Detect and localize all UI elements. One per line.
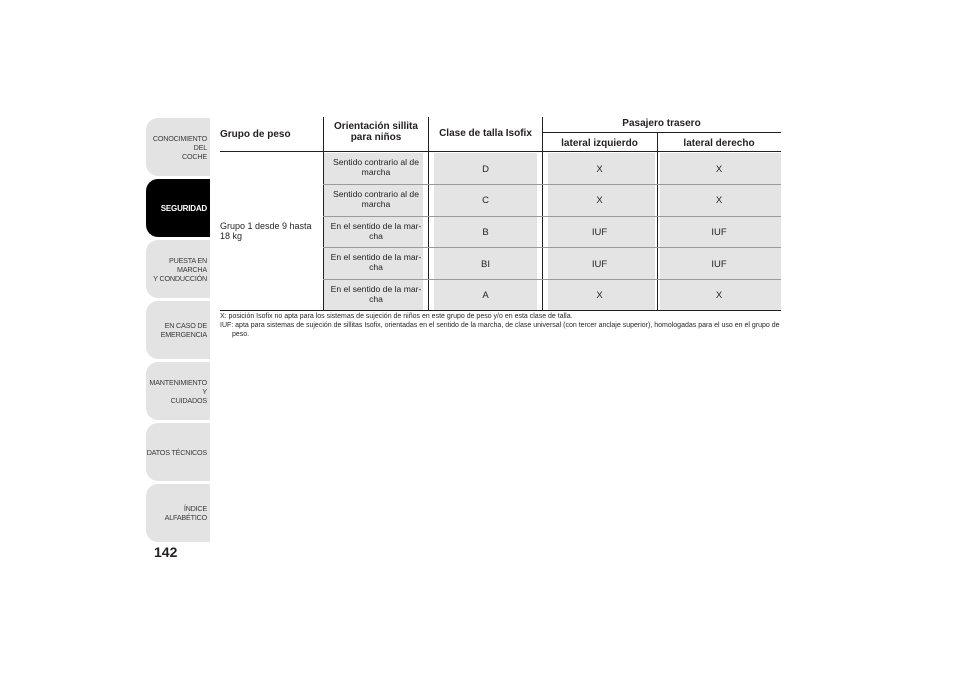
tab-en-caso-de-emergencia[interactable]: EN CASO DE EMERGENCIA xyxy=(146,301,210,359)
left-seat-cell: X xyxy=(596,195,603,206)
orientation-cell: En el sentido de la mar- cha xyxy=(330,284,422,304)
class-cell: BI xyxy=(481,259,490,270)
left-seat-cell: IUF xyxy=(591,259,608,270)
tab-conocimiento-del-coche[interactable]: CONOCIMIENTO DEL COCHE xyxy=(146,118,210,176)
class-cell: C xyxy=(482,195,489,206)
row-separator xyxy=(323,184,781,185)
right-seat-cell: X xyxy=(715,195,723,206)
row-separator xyxy=(323,216,781,217)
vline-1 xyxy=(323,117,324,311)
orientation-cell: Sentido contrario al de marcha xyxy=(333,189,419,209)
tab-indice-alfabetico[interactable]: ÍNDICE ALFABÉTICO xyxy=(146,484,210,542)
group-label: Grupo 1 desde 9 hasta 18 kg xyxy=(220,221,312,241)
tab-seguridad[interactable]: SEGURIDAD xyxy=(146,179,210,237)
hline-pasajero xyxy=(542,132,781,133)
hline-bottom xyxy=(220,310,781,311)
tab-mantenimiento[interactable]: MANTENIMIENTO Y CUIDADOS xyxy=(146,362,210,420)
right-seat-cell: IUF xyxy=(711,259,727,270)
right-seat-cell: X xyxy=(715,164,723,175)
note-x: X: posición Isofix no apta para los sistemas de sujeción de niños en este grupo de peso y/o en esta clase de talla. xyxy=(220,313,573,320)
table-notes xyxy=(220,312,785,339)
class-cell: B xyxy=(482,227,489,238)
vline-4 xyxy=(657,133,658,311)
orientation-cell: En el sentido de la mar- cha xyxy=(330,221,422,241)
vline-2 xyxy=(428,117,429,311)
left-seat-cell: X xyxy=(596,290,603,301)
class-cell: D xyxy=(482,164,489,175)
note-iuf: IUF: apta para sistemas de sujeción de sillitas Isofix, orientadas en el sentido de la marcha, de clase universal (con tercer anclaje superior), homologadas para el uso en el grupo de peso. xyxy=(220,322,780,338)
class-cell: A xyxy=(482,290,489,301)
left-seat-cell: X xyxy=(596,164,603,175)
tab-puesta-en-marcha[interactable]: PUESTA EN MARCHA Y CONDUCCIÓN xyxy=(146,240,210,298)
right-seat-cell: X xyxy=(715,290,723,301)
orientation-cell: En el sentido de la mar- cha xyxy=(330,252,422,272)
header-pasajero-trasero: Pasajero trasero xyxy=(622,118,701,129)
header-lateral-derecho: lateral derecho xyxy=(683,138,755,149)
header-lateral-izquierdo: lateral izquierdo xyxy=(561,138,638,149)
row-separator xyxy=(323,279,781,280)
header-clase-isofix: Clase de talla Isofix xyxy=(439,128,532,139)
tab-datos-tecnicos[interactable]: DATOS TÉCNICOS xyxy=(146,423,210,481)
header-grupo-de-peso: Grupo de peso xyxy=(220,129,291,140)
row-separator xyxy=(323,247,781,248)
header-orientacion: Orientación sillita para niños xyxy=(334,121,418,143)
hline-header xyxy=(220,151,781,152)
left-seat-cell: IUF xyxy=(591,227,608,238)
page-number: 142 xyxy=(154,544,178,560)
orientation-cell: Sentido contrario al de marcha xyxy=(333,157,419,177)
right-seat-cell: IUF xyxy=(711,227,727,238)
